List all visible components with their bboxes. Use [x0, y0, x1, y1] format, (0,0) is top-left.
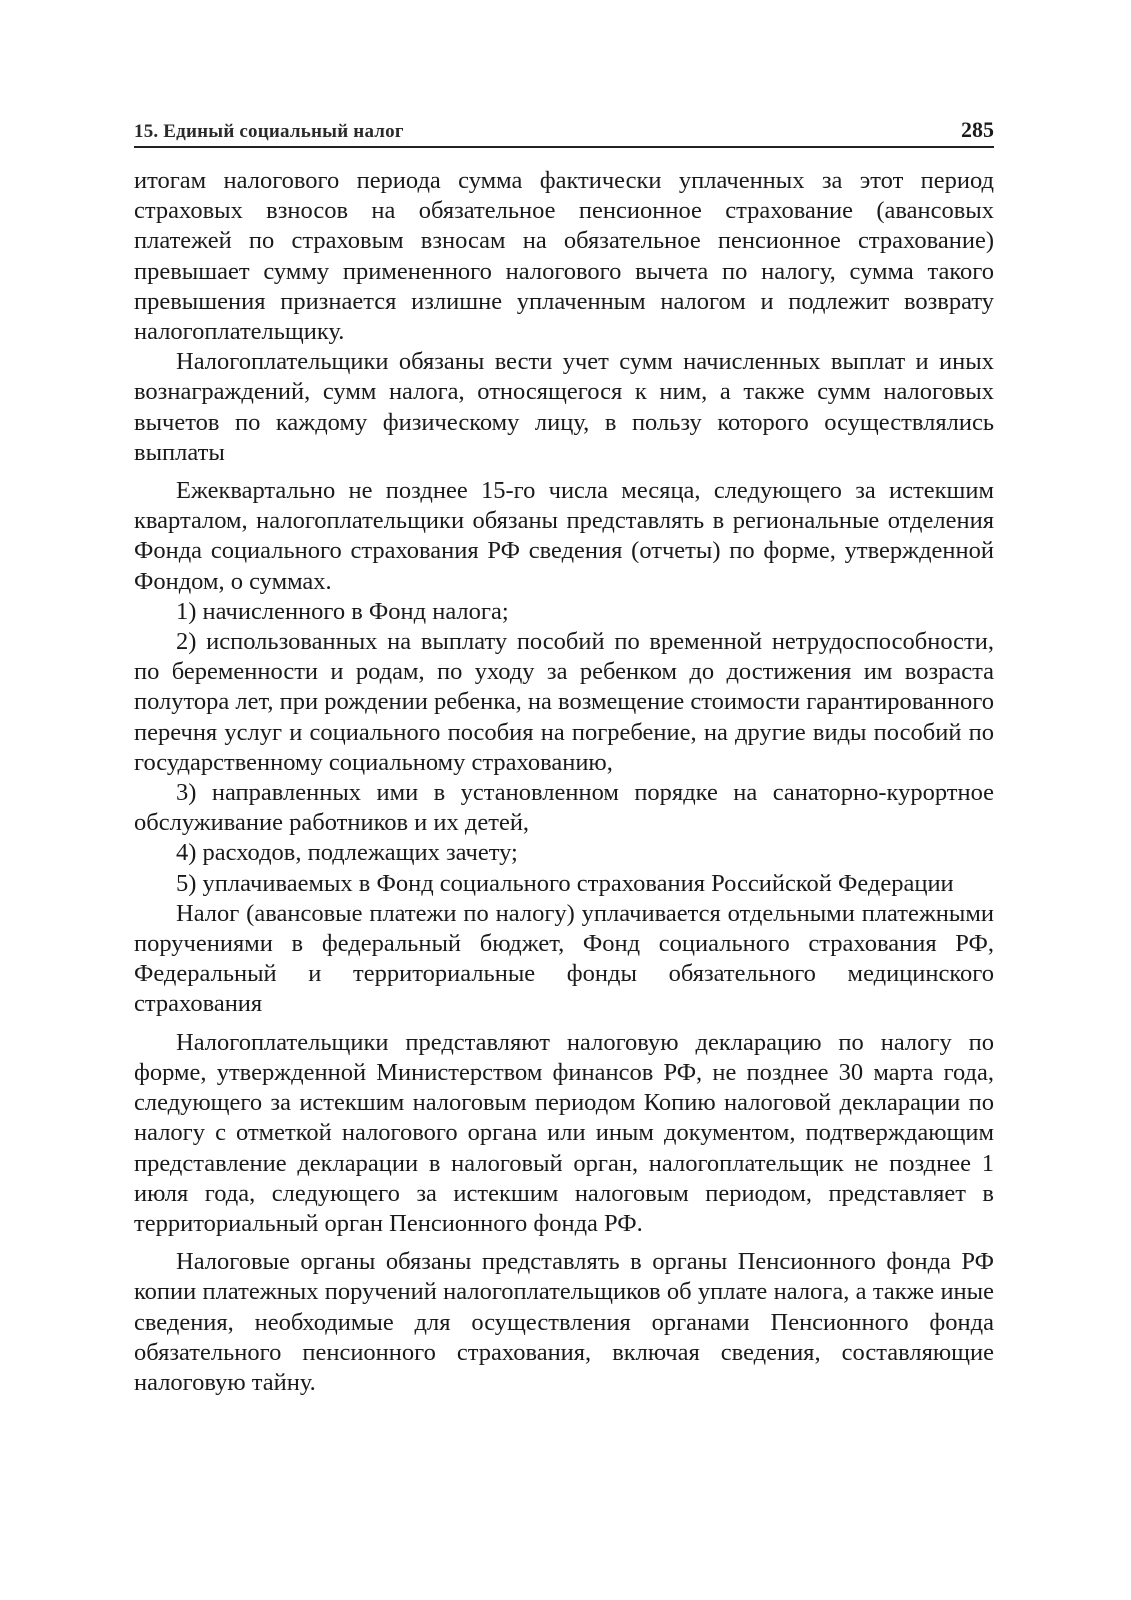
paragraph-continuation: итогам налогового периода сумма фактически уплаченных за этот период страховых взносов на обязательное пенсионное страхование (авансовых платежей по страховым взносам на обязательное пенсионное страхование) превышает сумму примененного налогового вычета по налогу, сумма такого превышения признается излишне уплаченным налогом и подлежит возврату налогоплательщику. — [134, 167, 994, 346]
paragraph-quarterly-reporting: Ежеквартально не позднее 15-го числа месяца, следующего за истекшим кварталом, налогоплательщики обязаны представлять в региональные отделения Фонда социального страхования РФ сведения (отчеты) по форме, утвержденной Фондом, о суммах. — [134, 477, 994, 595]
paragraph-tax-declaration: Налогоплательщики представляют налоговую декларацию по налогу по форме, утвержденной Министерством финансов РФ, не позднее 30 марта года, следующего за истекшим налоговым периодом Копию налоговой декларации по налогу с отметкой налогового органа или иным документом, подтверждающим представление декларации в налоговый орган, налогоплательщик не позднее 1 июля года, следующего за истекшим налоговым периодом, представляет в территориальный орган Пенсионного фонда РФ. — [134, 1028, 994, 1237]
list-item-1: 1) начисленного в Фонд налога; — [176, 597, 509, 625]
paragraph-accounting-obligation: Налогоплательщики обязаны вести учет сумм начисленных выплат и иных вознаграждений, сумм налога, относящегося к ним, а также сумм налоговых вычетов по каждому физическому лицу, в пользу которого осуществлялись выплаты — [134, 348, 994, 466]
page-number: 285 — [961, 117, 994, 142]
chapter-running-title: 15. Единый социальный налог — [134, 121, 404, 142]
list-item-3: 3) направленных ими в установленном порядке на санаторно-курортное обслуживание работников и их детей, — [134, 779, 994, 837]
list-item-5: 5) уплачиваемых в Фонд социального страхования Российской Федерации — [176, 869, 954, 897]
paragraph-tax-authorities: Налоговые органы обязаны представлять в органы Пенсионного фонда РФ копии платежных поручений налогоплательщиков об уплате налога, а также иные сведения, необходимые для осуществления органами Пенсионного фонда обязательного пенсионного страхования, включая сведения, составляющие налоговую тайну. — [134, 1248, 994, 1396]
paragraph-tax-payment: Налог (авансовые платежи по налогу) уплачивается отдельными платежными поручениями в федеральный бюджет, Фонд социального страхования РФ, Федеральный и территориальные фонды обязательного медицинского страхования — [134, 899, 994, 1018]
list-item-4: 4) расходов, подлежащих зачету; — [176, 839, 518, 867]
book-page — [134, 112, 994, 1398]
list-item-2: 2) использованных на выплату пособий по временной нетрудоспособности, по беременности и родам, по уходу за ребенком до достижения им возраста полутора лет, при рождении ребенка, на возмещение стоимости гарантированного перечня услуг и социального пособия на погребение, на другие виды пособий по государственному социальному страхованию, — [134, 628, 994, 776]
running-head — [134, 112, 994, 148]
body-text — [134, 166, 994, 1398]
